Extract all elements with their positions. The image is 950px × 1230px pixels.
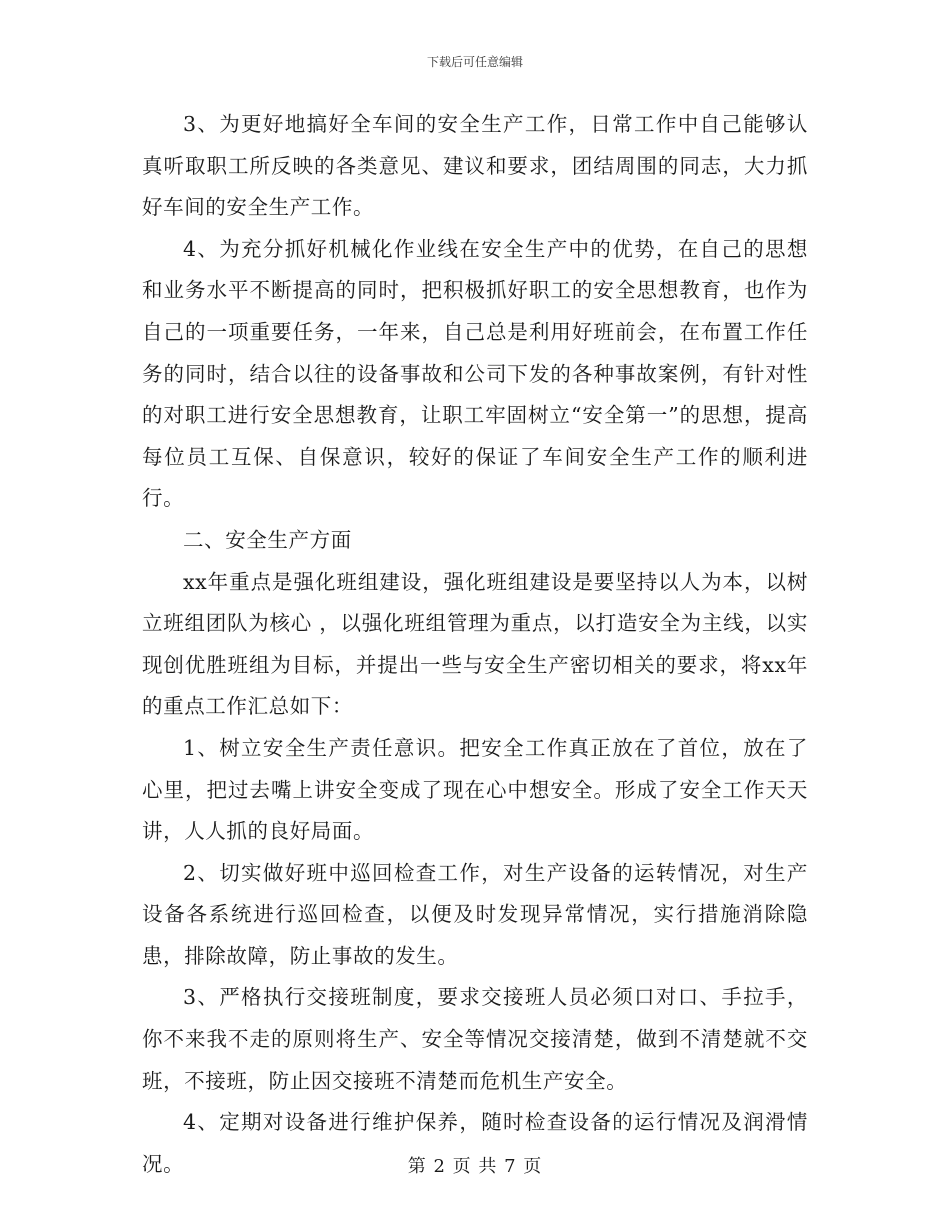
paragraph: 1、树立安全生产责任意识。把安全工作真正放在了首位，放在了心里，把过去嘴上讲安全变成了现在心中想安全。形成了安全工作天天讲，人人抓的良好局面。	[142, 735, 808, 844]
paragraph: xx年重点是强化班组建设，强化班组建设是要坚持以人为本，以树立班组团队为核心 ，以强化班组管理为重点，以打造安全为主线，以实现创优胜班组为目标，并提出一些与安全生产密切相关的要求，将xx年的重点工作汇总如下：	[142, 569, 808, 719]
paragraph: 2、切实做好班中巡回检查工作，对生产设备的运转情况，对生产设备各系统进行巡回检查，以便及时发现异常情况，实行措施消除隐患，排除故障，防止事故的发生。	[142, 860, 808, 968]
paragraph: 4、为充分抓好机械化作业线在安全生产中的优势，在自己的思想和业务水平不断提高的同时，把积极抓好职工的安全思想教育，也作为自己的一项重要任务，一年来，自己总是利用好班前会，在布置工作任务的同时，结合以往的设备事故和公司下发的各种事故案例，有针对性的对职工进行安全思想教育，让职工牢固树立“安全第一”的思想，提高每位员工互保、自保意识，较好的保证了车间安全生产工作的顺利进行。	[142, 236, 808, 511]
page-header: 下载后可任意编辑	[426, 55, 523, 69]
paragraph: 3、为更好地搞好全车间的安全生产工作，日常工作中自己能够认真听取职工所反映的各类意见、建议和要求，团结周围的同志，大力抓好车间的安全生产工作。	[142, 112, 808, 220]
paragraph: 4、定期对设备进行维护保养，随时检查设备的运行情况及润滑情况。	[142, 1110, 808, 1176]
section-heading: 二、安全生产方面	[183, 527, 352, 552]
page-number-footer: 第 2 页 共 7 页	[407, 1156, 543, 1177]
document-body	[142, 104, 808, 1185]
paragraph: 3、严格执行交接班制度，要求交接班人员必须口对口、手拉手，你不来我不走的原则将生产、安全等情况交接清楚，做到不清楚就不交班，不接班，防止因交接班不清楚而危机生产安全。	[142, 985, 808, 1093]
